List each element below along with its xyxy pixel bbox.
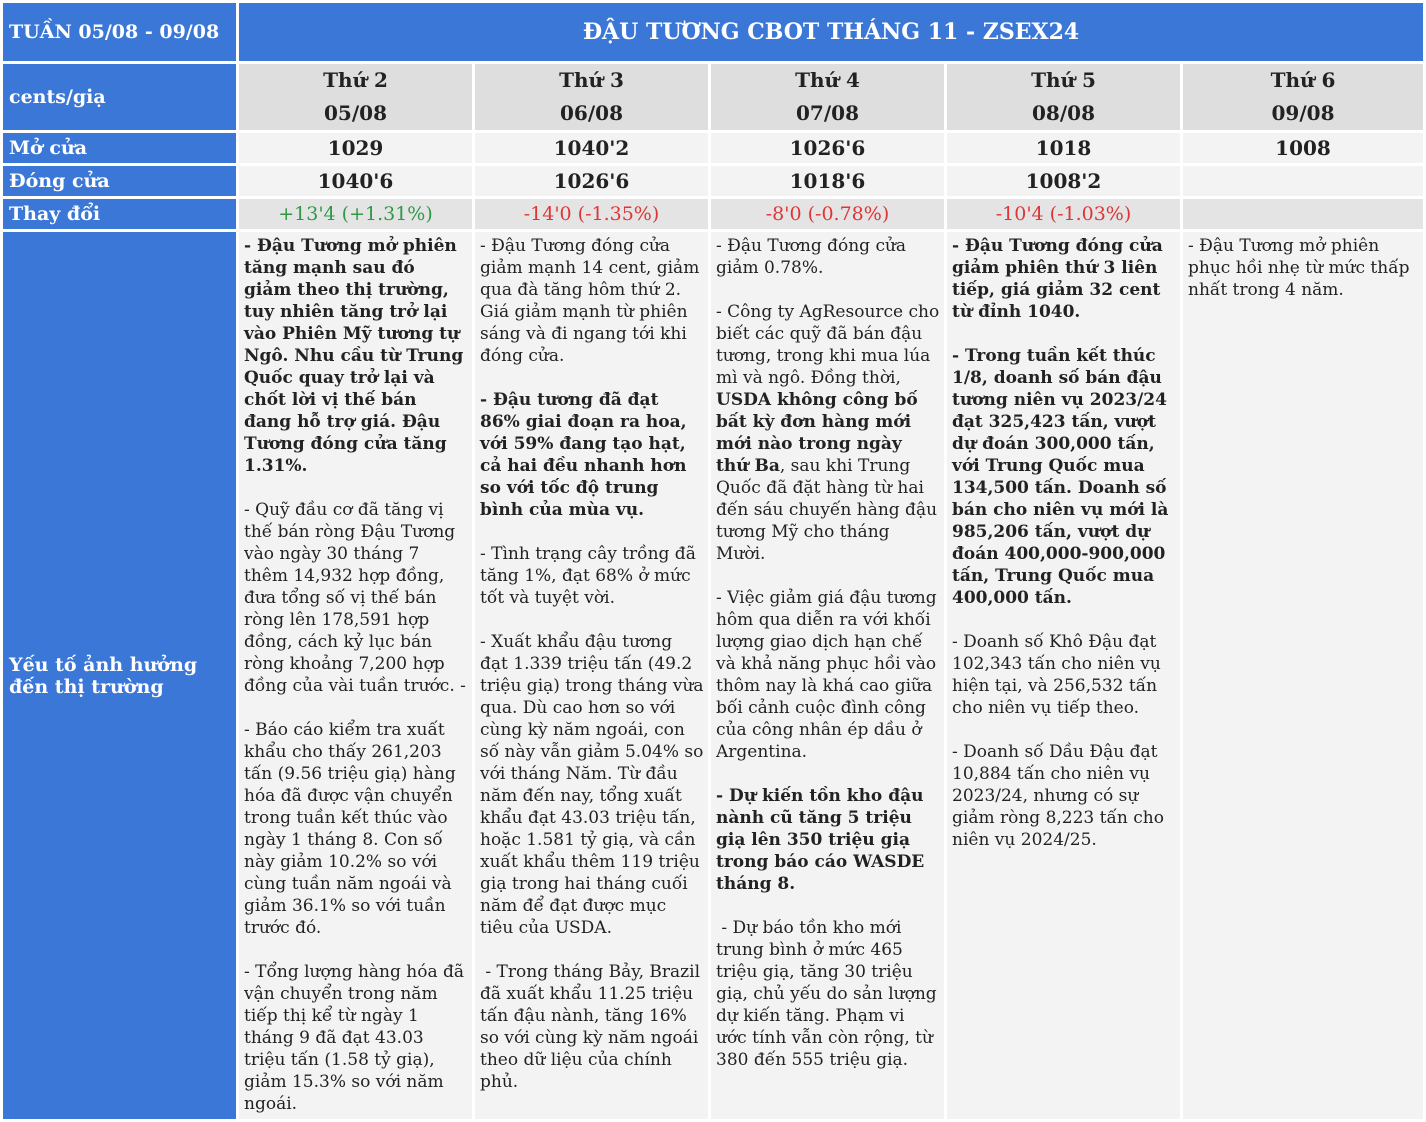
week-range: TUẦN 05/08 - 09/08	[3, 3, 236, 61]
note-text: - Công ty AgResource cho biết các quỹ đã bán đậu tương, trong khi mua lúa mì và ngô. Đồng thời,	[716, 302, 945, 388]
note-paragraph: - Đậu Tương đóng cửa giảm phiên thứ 3 liên tiếp, giá giảm 32 cent từ đỉnh 1040.	[952, 236, 1169, 322]
day-header-row	[3, 64, 1423, 130]
note-paragraph: - Báo cáo kiểm tra xuất khẩu cho thấy 261,203 tấn (9.56 triệu giạ) hàng hóa đã được vận chuyển trong tuần kết thúc vào ngày 1 tháng 8. Con số này giảm 10.2% so với cùng tuần năm ngoái và giảm 36.1% so với tuần trước đó.	[244, 720, 462, 938]
day-date: 09/08	[1271, 101, 1335, 125]
unit-label: cents/giạ	[3, 64, 236, 130]
change-value-wed: -8'0 (-0.78%)	[711, 199, 944, 229]
open-value-wed: 1026'6	[711, 133, 944, 163]
note-paragraph: - Việc giảm giá đậu tương hôm qua diễn ra với khối lượng giao dịch hạn chế và khả năng phục hồi vào thôm nay là khá cao giữa bối cảnh cuộc đình công của công nhân ép dầu ở Argentina.	[716, 588, 943, 762]
day-header-thu	[947, 64, 1180, 130]
notes-mon	[239, 232, 472, 1119]
open-row	[3, 133, 1423, 163]
note-paragraph: - Đậu Tương mở phiên phục hồi nhẹ từ mức thấp nhất trong 4 năm.	[1188, 236, 1415, 300]
notes-tue	[475, 232, 708, 1119]
close-row	[3, 166, 1423, 196]
open-value-tue: 1040'2	[475, 133, 708, 163]
notes-thu	[947, 232, 1180, 1119]
open-value-fri: 1008	[1183, 133, 1423, 163]
note-paragraph: - Đậu Tương mở phiên tăng mạnh sau đó giảm theo thị trường, tuy nhiên tăng trở lại vào Phiên Mỹ tương tự Ngô. Nhu cầu từ Trung Quốc quay trở lại và chốt lời vị thế bán đang hỗ trợ giá. Đậu Tương đóng cửa tăng 1.31%.	[244, 236, 470, 476]
note-text-bold: USDA không công bố bất kỳ đơn hàng mới mới nào trong ngày thứ Ba	[716, 390, 924, 476]
change-value-thu: -10'4 (-1.03%)	[947, 199, 1180, 229]
close-value-thu: 1008'2	[947, 166, 1180, 196]
change-label: Thay đổi	[3, 199, 236, 229]
close-label: Đóng cửa	[3, 166, 236, 196]
day-date: 08/08	[1032, 101, 1095, 125]
day-name: Thứ 3	[559, 68, 624, 92]
day-date: 05/08	[324, 101, 387, 125]
note-paragraph: - Đậu Tương đóng cửa giảm 0.78%.	[716, 236, 912, 278]
note-paragraph: - Doanh số Dầu Đậu đạt 10,884 tấn cho niên vụ 2023/24, nhưng có sự giảm ròng 8,223 tấn cho niên vụ 2024/25.	[952, 742, 1170, 850]
day-header-tue	[475, 64, 708, 130]
factors-row	[3, 232, 1423, 1119]
day-name: Thứ 4	[795, 68, 860, 92]
notes-fri	[1183, 232, 1423, 1119]
note-paragraph: - Đậu Tương đóng cửa giảm mạnh 14 cent, giảm qua đà tăng hôm thứ 2. Giá giảm mạnh từ phiên sáng và đi ngang tới khi đóng cửa.	[480, 236, 705, 366]
table-title: ĐẬU TƯƠNG CBOT THÁNG 11 - ZSEX24	[239, 3, 1423, 61]
note-paragraph: - Trong tuần kết thúc 1/8, doanh số bán đậu tương niên vụ 2023/24 đạt 325,423 tấn, vượt dự đoán 300,000 tấn, với Trung Quốc mua 134,500 tấn. Doanh số bán cho niên vụ mới là 985,206 tấn, vượt dự đoán 400,000-900,000 tấn, Trung Quốc mua 400,000 tấn.	[952, 346, 1175, 608]
note-paragraph: - Tổng lượng hàng hóa đã vận chuyển trong năm tiếp thị kể từ ngày 1 tháng 9 đã đạt 43.03 triệu tấn (1.58 tỷ giạ), giảm 15.3% so với năm ngoái.	[244, 962, 470, 1114]
close-value-mon: 1040'6	[239, 166, 472, 196]
day-name: Thứ 6	[1270, 68, 1336, 92]
day-name: Thứ 5	[1031, 68, 1096, 92]
note-text: , sau khi Trung Quốc đã đặt hàng từ hai đến sáu chuyến hàng đậu tương Mỹ cho tháng Mười.	[716, 456, 943, 564]
close-value-fri	[1183, 166, 1423, 196]
open-value-mon: 1029	[239, 133, 472, 163]
change-value-fri	[1183, 199, 1423, 229]
day-header-fri	[1183, 64, 1423, 130]
change-value-mon: +13'4 (+1.31%)	[239, 199, 472, 229]
note-paragraph: - Đậu tương đã đạt 86% giai đoạn ra hoa, với 59% đang tạo hạt, cả hai đều nhanh hơn so với tốc độ trung bình của mùa vụ.	[480, 390, 693, 520]
note-paragraph: - Dự kiến tồn kho đậu nành cũ tăng 5 triệu giạ lên 350 triệu giạ trong báo cáo WASDE tháng 8.	[716, 786, 931, 894]
day-date: 06/08	[560, 101, 623, 125]
open-label: Mở cửa	[3, 133, 236, 163]
close-value-wed: 1018'6	[711, 166, 944, 196]
note-paragraph: - Dự báo tồn kho mới trung bình ở mức 465 triệu giạ, tăng 30 triệu giạ, chủ yếu do sản lượng dự kiến tăng. Phạm vi ước tính vẫn còn rộng, từ 380 đến 555 triệu giạ.	[716, 918, 943, 1070]
note-paragraph-mixed	[716, 301, 945, 565]
note-paragraph: - Tình trạng cây trồng đã tăng 1%, đạt 68% ở mức tốt và tuyệt vời.	[480, 544, 702, 608]
open-value-thu: 1018	[947, 133, 1180, 163]
title-row	[3, 3, 1423, 61]
notes-wed	[711, 232, 944, 1119]
note-paragraph: - Trong tháng Bảy, Brazil đã xuất khẩu 11.25 triệu tấn đậu nành, tăng 16% so với cùng kỳ năm ngoái theo dữ liệu của chính phủ.	[480, 962, 706, 1092]
note-paragraph: - Doanh số Khô Đậu đạt 102,343 tấn cho niên vụ hiện tại, và 256,532 tấn cho niên vụ tiếp theo.	[952, 632, 1167, 718]
change-value-tue: -14'0 (-1.35%)	[475, 199, 708, 229]
day-header-wed	[711, 64, 944, 130]
note-paragraph: - Quỹ đầu cơ đã tăng vị thế bán ròng Đậu Tương vào ngày 30 tháng 7 thêm 14,932 hợp đồng, đưa tổng số vị thế bán ròng lên 178,591 hợp đồng, cách kỷ lục bán ròng khoảng 7,200 hợp đồng của vài tuần trước. -	[244, 500, 466, 696]
note-paragraph: - Xuất khẩu đậu tương đạt 1.339 triệu tấn (49.2 triệu giạ) trong tháng vừa qua. Dù cao hơn so với cùng kỳ năm ngoái, con số này vẫn giảm 5.04% so với tháng Năm. Từ đầu năm đến nay, tổng xuất khẩu đạt 43.03 triệu tấn, hoặc 1.581 tỷ giạ, và cần xuất khẩu thêm 119 triệu giạ trong hai tháng cuối năm để đạt được mục tiêu của USDA.	[480, 632, 709, 938]
factors-label: Yếu tố ảnh hưởng đến thị trường	[3, 232, 236, 1119]
change-row	[3, 199, 1423, 229]
day-name: Thứ 2	[323, 68, 388, 92]
close-value-tue: 1026'6	[475, 166, 708, 196]
day-date: 07/08	[796, 101, 859, 125]
day-header-mon	[239, 64, 472, 130]
